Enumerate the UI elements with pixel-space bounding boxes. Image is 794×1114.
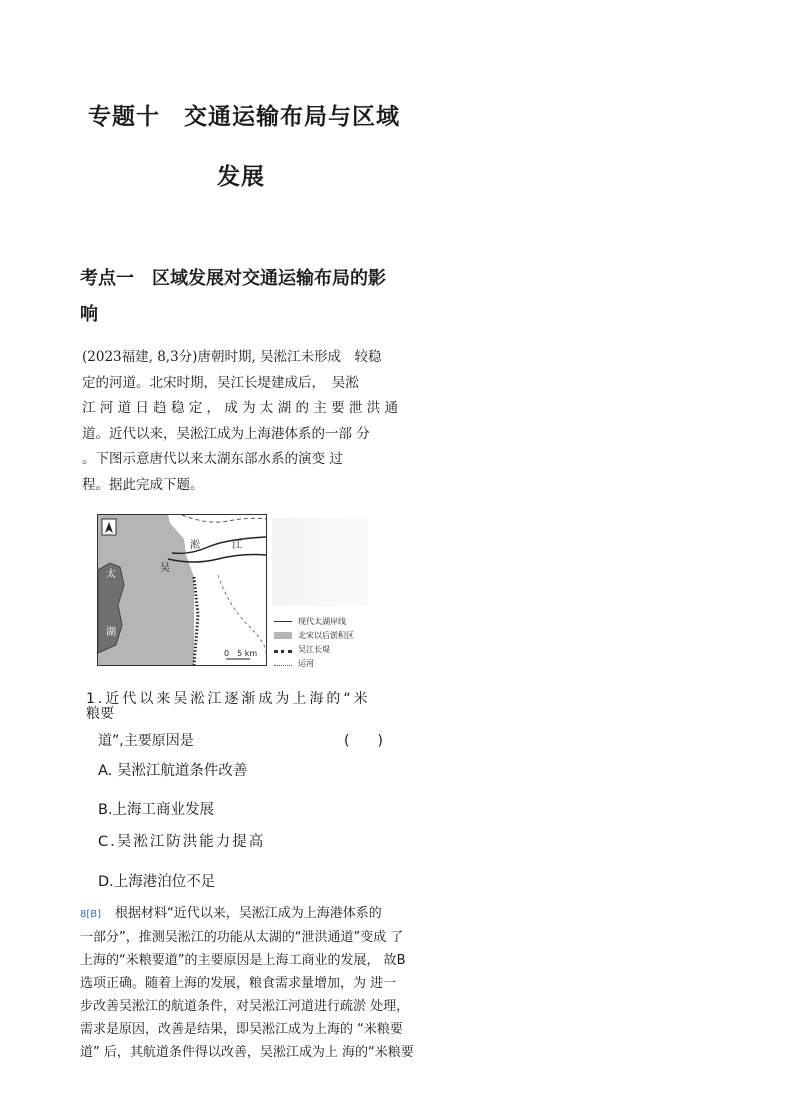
- answer-explanation: [80, 902, 414, 1064]
- line-icon: [274, 621, 292, 622]
- legend-label: 北宋以后淤积区: [298, 631, 354, 640]
- legend-item: [274, 630, 354, 641]
- gray-fill-icon: [274, 632, 292, 639]
- material-line: 定的河道。北宋时期，吴江长堤建成后， 吴淞: [82, 374, 359, 391]
- hatched-icon: [274, 647, 292, 653]
- lake-tai-map: [97, 514, 267, 666]
- material-line: 江 河 道 日 趋 稳 定 ， 成 为 太 湖 的 主 要 泄 洪 通: [82, 400, 398, 416]
- question-stem-continued: 道”,主要原因是: [98, 733, 194, 749]
- map-label-jiang: 江: [232, 540, 242, 551]
- legend-label: 运河: [298, 659, 314, 668]
- section-heading: 考点一 区域发展对交通运输布局的影: [80, 268, 386, 289]
- option-c: C.吴淞江防洪能力提高: [98, 834, 266, 850]
- option-b: B.上海工商业发展: [98, 802, 215, 818]
- material-line: 程。据此完成下题。: [82, 476, 204, 493]
- map-label-tai: 太: [106, 569, 116, 580]
- legend-item: [274, 616, 346, 627]
- question-stem-continued: 粮要: [86, 706, 114, 722]
- material-paragraph: [82, 345, 398, 498]
- material-line: 道。近代以来，吴淞江成为上海港体系的一部 分: [82, 425, 370, 442]
- legend-label: 吴江长堤: [298, 645, 330, 654]
- map-legend: [272, 518, 372, 668]
- answer-line: 一部分”，推测吴淞江的功能从太湖的“泄洪通道”变成 了: [80, 930, 404, 945]
- answer-tag: 8[B]: [80, 909, 102, 920]
- answer-line: 需求是原因，改善是结果，即吴淞江成为上海的 “米粮要: [80, 1022, 403, 1037]
- map-label-hu: 湖: [106, 627, 116, 638]
- page-title-continued: 发展: [217, 164, 265, 190]
- answer-line: 选项正确。随着上海的发展，粮食需求量增加，为 进一: [80, 976, 397, 991]
- canal-route: [218, 575, 266, 655]
- answer-blank: ( ): [344, 733, 383, 749]
- legend-item: [274, 644, 330, 655]
- wujiang-long-embankment: [194, 577, 198, 665]
- answer-line: 上海的“米粮要道”的主要原因是上海工商业的发展， 故B: [80, 953, 406, 968]
- question-stem: 1.近代以来吴淞江逐渐成为上海的“米: [86, 691, 371, 707]
- answer-line: [80, 902, 395, 926]
- map-label-wu: 吴: [160, 563, 170, 574]
- material-line: 。下图示意唐代以来太湖东部水系的演变 过: [82, 451, 343, 467]
- answer-line: 步改善吴淞江的航道条件，对吴淞江河道进行疏淤 处理，: [80, 999, 410, 1014]
- answer-text: 根据材料“近代以来，吴淞江成为上海港体系的: [115, 906, 382, 921]
- dotted-icon: [274, 662, 292, 666]
- legend-label: 现代太湖岸线: [298, 617, 346, 626]
- map-label-song: 淞: [190, 540, 200, 551]
- page-title: 专题十 交通运输布局与区域: [88, 104, 400, 130]
- map-graphic: [98, 515, 266, 665]
- section-heading-continued: 响: [80, 304, 98, 325]
- legend-blurred-area: [272, 518, 368, 606]
- wusong-river-north: [172, 537, 266, 553]
- canal-route: [182, 515, 266, 522]
- material-line: (2023福建, 8,3分)唐朝时期, 吴淞江未形成 较稳: [82, 349, 382, 365]
- scale-label: 0 5 km: [224, 649, 258, 658]
- legend-item: [274, 658, 314, 669]
- option-a: A. 吴淞江航道条件改善: [98, 763, 248, 779]
- answer-line: 道” 后，其航道条件得以改善，吴淞江成为上 海的“米粮要: [80, 1045, 414, 1060]
- option-d: D.上海港泊位不足: [98, 874, 216, 890]
